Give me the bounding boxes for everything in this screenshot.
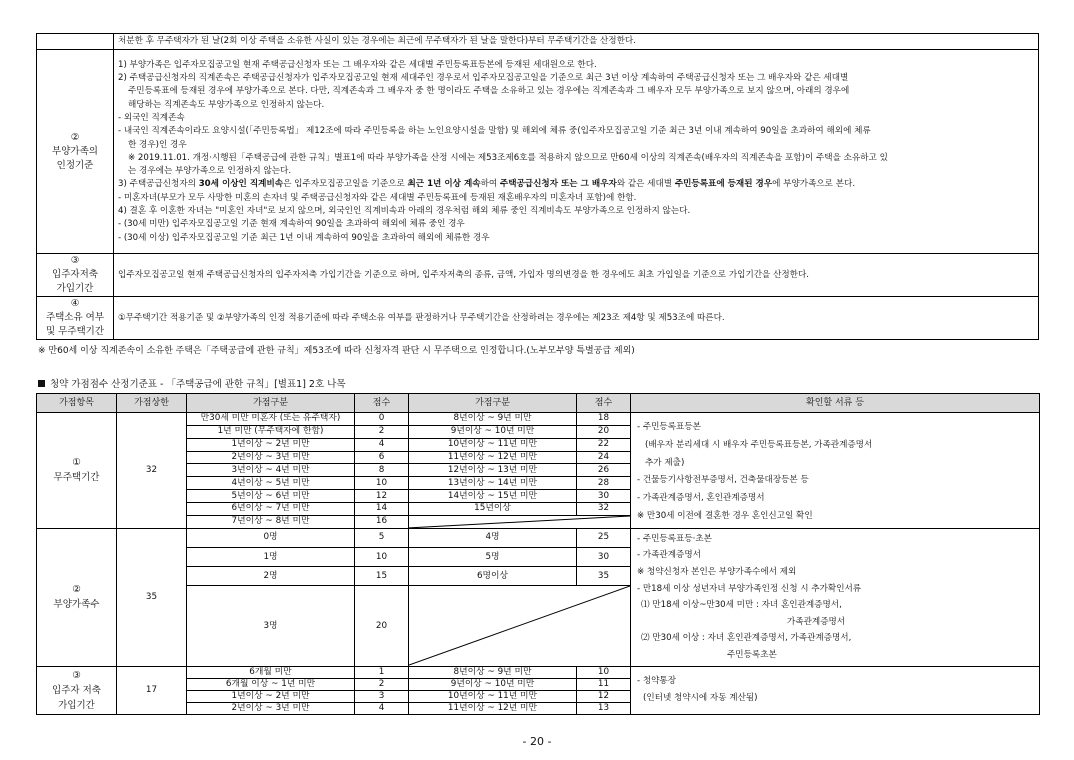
header-documents: 확인할 서류 등	[631, 394, 1040, 413]
table-cell: 30	[577, 548, 631, 567]
footnote: ※ 만60세 이상 직계존속이 소유한 주택은「주택공급에 관한 규칙」제53조에 따라 신청자격 판단 시 무주택으로 인정합니다.(노부모부양 특별공급 제외)	[38, 346, 635, 356]
table-cell: 11년이상 ~ 12년 미만	[409, 451, 577, 464]
criteria-label-empty	[37, 34, 114, 50]
dependents-cap: 35	[117, 528, 187, 666]
criteria-line: 주민등록표에 등재된 경우에 부양가족으로 본다. 다만, 직계존속과 그 배우자 중 한 명이라도 주택을 소유하고 있는 경우에는 직계존속과 그 배우자 모두 부양가족으로 보지 않으며, 아래의 경우에	[128, 86, 850, 97]
table-cell: 6명이상	[409, 567, 577, 586]
table-cell: 9년이상 ~ 10년 미만	[409, 678, 577, 690]
criteria-line: 는 경우에는 부양가족으로 인정하지 않는다.	[128, 166, 292, 177]
section-title: 청약 가점점수 산정기준표 - 「주택공급에 관한 규칙」[별표1] 2호 나목	[38, 376, 346, 390]
no-home-documents: - 주민등록표등본 (배우자 분리세대 시 배우자 주민등록표등본, 가족관계증명서 추가 제출) - 건물등기사항전부증명서, 건축물대장등본 등 - 가족관계증명서, 혼인관계증명서 ※ 만30세 이전에 결혼한 경우 혼인신고일 확인	[631, 413, 1040, 529]
table-cell: 30	[577, 490, 631, 503]
table-cell: 25	[577, 528, 631, 547]
ownership-criteria-body: ①무주택기간 적용기준 및 ②부양가족의 인정 적용기준에 따라 주택소유 여부를 판정하거나 무주택기간을 산정하려는 경우에는 제23조 제4항 및 제53조에 따른다.	[114, 297, 1039, 340]
table-cell: 1	[355, 666, 409, 678]
table-cell: 26	[577, 464, 631, 477]
table-cell: 10	[355, 548, 409, 567]
table-cell: 1년이상 ~ 2년 미만	[187, 690, 355, 702]
table-cell: 2	[355, 678, 409, 690]
table-cell: 14년이상 ~ 15년 미만	[409, 490, 577, 503]
table-cell: 3	[355, 690, 409, 702]
table-cell: 12	[577, 690, 631, 702]
criteria-line: 2) 주택공급신청자의 직계존속은 주택공급신청자가 입주자모집공고일 현재 세대주인 경우로서 입주자모집공고일을 기준으로 최근 3년 이상 계속하여 주택공급신청자 또는 그 배우자와 같은 세대별	[118, 73, 849, 84]
table-cell: 3년이상 ~ 4년 미만	[187, 464, 355, 477]
table-cell: 11년이상 ~ 12년 미만	[409, 702, 577, 714]
criteria-line: - 미혼자녀(부모가 모두 사망한 미혼의 손자녀 및 주택공급신청자와 같은 세대별 주민등록표에 등재된 재혼배우자의 미혼자녀 포함)에 한함.	[118, 192, 637, 203]
header-cap: 가점상한	[117, 394, 187, 413]
header-item: 가점항목	[37, 394, 117, 413]
table-cell: 5년이상 ~ 6년 미만	[187, 490, 355, 503]
dependents-criteria-lines	[118, 59, 1034, 179]
header-category-2: 가점구분	[409, 394, 577, 413]
criteria-line: 1) 부양가족은 입주자모집공고일 현재 주택공급신청자 또는 그 배우자와 같은 세대별 주민등록표등본에 등재된 세대원으로 한다.	[118, 59, 597, 70]
table-cell: 14	[355, 503, 409, 516]
table-cell: 32	[577, 503, 631, 516]
dependents-criteria-line-3: 3) 주택공급신청자의 30세 이상인 직계비속은 입주자모집공고일을 기준으로 최근 1년 이상 계속하여 주택공급신청자 또는 그 배우자와 같은 세대별 주민등록표에 등재된 경우에 부양가족으로 본다.	[118, 179, 856, 190]
table-cell: 10	[577, 666, 631, 678]
table-cell: 12년이상 ~ 13년 미만	[409, 464, 577, 477]
square-bullet-icon	[38, 380, 45, 387]
table-cell: 4명	[409, 528, 577, 547]
table-cell: 2	[355, 425, 409, 438]
table-cell: 28	[577, 477, 631, 490]
header-category-1: 가점구분	[187, 394, 355, 413]
dependents-item: ② 부양가족수	[37, 528, 117, 666]
criteria-top-cell	[114, 34, 1039, 50]
table-cell: 만30세 미만 미혼자 (또는 유주택자)	[187, 413, 355, 426]
table-cell: 24	[577, 451, 631, 464]
table-cell: 4	[355, 702, 409, 714]
criteria-table	[36, 33, 1039, 340]
empty-diagonal-cell	[409, 515, 631, 528]
table-cell: 4	[355, 438, 409, 451]
table-cell: 1명	[187, 548, 355, 567]
savings-documents: - 청약통장 (인터넷 청약시에 자동 계산됨)	[631, 666, 1040, 714]
table-cell: 13	[577, 702, 631, 714]
table-cell: 1년이상 ~ 2년 미만	[187, 438, 355, 451]
criteria-line: ※ 2019.11.01. 개정·시행된「주택공급에 관한 규칙」별표1에 따라 부양가족을 산정 시에는 제53조제6호를 적용하지 않으므로 만60세 이상의 직계존속(배우자의 직계존속을 포함)이 주택을 소유하고 있	[128, 152, 888, 163]
table-cell: 12	[355, 490, 409, 503]
empty-diagonal-cell	[409, 586, 631, 666]
table-cell: 5명	[409, 548, 577, 567]
table-cell: 15	[355, 567, 409, 586]
table-cell: 1년 미만 (무주택자에 한함)	[187, 425, 355, 438]
criteria-line: - (30세 이상) 입주자모집공고일 기준 최근 1년 이내 계속하여 90일을 초과하여 해외에 체류한 경우	[118, 232, 490, 243]
table-cell: 8	[355, 464, 409, 477]
table-cell: 16	[355, 515, 409, 528]
savings-item: ③ 입주자 저축 가입기간	[37, 666, 117, 714]
table-cell: 11	[577, 678, 631, 690]
table-cell: 20	[355, 586, 409, 666]
table-cell: 8년이상 ~ 9년 미만	[409, 413, 577, 426]
table-cell: 10	[355, 477, 409, 490]
score-table	[36, 393, 1040, 715]
table-cell: 8년이상 ~ 9년 미만	[409, 666, 577, 678]
table-cell: 2년이상 ~ 3년 미만	[187, 451, 355, 464]
savings-criteria-label: ③ 입주자저축 가입기간	[37, 254, 114, 297]
criteria-line: 4) 결혼 후 이혼한 자녀는 "미혼인 자녀"로 보지 않으며, 외국인인 직계비속과 아래의 경우처럼 해외 체류 중인 직계비속도 부양가족으로 인정하지 않는다.	[118, 205, 691, 216]
criteria-line: - 외국인 직계존속	[118, 112, 185, 123]
table-cell: 3명	[187, 586, 355, 666]
table-cell: 35	[577, 567, 631, 586]
table-cell: 20	[577, 425, 631, 438]
table-cell: 15년이상	[409, 503, 577, 516]
dependents-criteria-lines-after	[118, 192, 1034, 245]
table-cell: 5	[355, 528, 409, 547]
table-cell: 4년이상 ~ 5년 미만	[187, 477, 355, 490]
no-home-item: ① 무주택기간	[37, 413, 117, 529]
table-cell: 0명	[187, 528, 355, 547]
criteria-line: - (30세 미만) 입주자모집공고일 기준 현재 계속하여 90일을 초과하여 해외에 체류 중인 경우	[118, 219, 465, 230]
ownership-criteria-label: ④ 주택소유 여부 및 무주택기간	[37, 297, 114, 340]
table-cell: 10년이상 ~ 11년 미만	[409, 438, 577, 451]
criteria-line: 한 경우)인 경우	[128, 139, 187, 150]
header-points-1: 점수	[355, 394, 409, 413]
table-cell: 9년이상 ~ 10년 미만	[409, 425, 577, 438]
savings-cap: 17	[117, 666, 187, 714]
savings-criteria-body: 입주자모집공고일 현재 주택공급신청자의 입주자저축 가입기간을 기준으로 하며, 입주자저축의 종류, 금액, 가입자 명의변경을 한 경우에도 최초 가입일을 기준으로 가입기간을 산정한다.	[114, 254, 1039, 297]
table-cell: 6	[355, 451, 409, 464]
table-cell: 18	[577, 413, 631, 426]
no-home-cap: 32	[117, 413, 187, 529]
criteria-top-line: 처분한 후 무주택자가 된 날(2회 이상 주택을 소유한 사실이 있는 경우에는 최근에 무주택자가 된 날을 말한다)부터 무주택기간을 산정한다.	[118, 36, 636, 46]
table-cell: 6년이상 ~ 7년 미만	[187, 503, 355, 516]
table-cell: 7년이상 ~ 8년 미만	[187, 515, 355, 528]
table-cell: 10년이상 ~ 11년 미만	[409, 690, 577, 702]
table-cell: 0	[355, 413, 409, 426]
table-cell: 6개월 이상 ~ 1년 미만	[187, 678, 355, 690]
table-cell: 2명	[187, 567, 355, 586]
table-cell: 13년이상 ~ 14년 미만	[409, 477, 577, 490]
criteria-line: - 내국인 직계존속이라도 요양시설(「주민등록법」 제12조에 따라 주민등록을 하는 노인요양시설을 말함) 및 해외에 체류 중(입주자모집공고일 기준 최근 3년 이내 계속하여 90일을 초과하여 해외에 체류	[118, 126, 871, 137]
table-cell: 2년이상 ~ 3년 미만	[187, 702, 355, 714]
criteria-line: 해당하는 직계존속도 부양가족으로 인정하지 않는다.	[128, 99, 325, 110]
dependents-criteria-label: ② 부양가족의 인정기준	[37, 50, 114, 254]
dependents-criteria-body	[114, 50, 1039, 254]
header-points-2: 점수	[577, 394, 631, 413]
table-cell: 22	[577, 438, 631, 451]
page-number: - 20 -	[522, 735, 552, 748]
table-cell: 6개월 미만	[187, 666, 355, 678]
dependents-documents: - 주민등록표등·초본 - 가족관계증명서 ※ 청약신청자 본인은 부양가족수에서 제외 - 만18세 이상 성년자녀 부양가족인정 신청 시 추가확인서류 ⑴ 만18세 이상~만30세 미만 : 자녀 혼인관계증명서, 가족관계증명서 ⑵ 만30세 이상 : 자녀 혼인관계증명서, 가족관계증명서, 주민등록초본	[631, 528, 1040, 666]
